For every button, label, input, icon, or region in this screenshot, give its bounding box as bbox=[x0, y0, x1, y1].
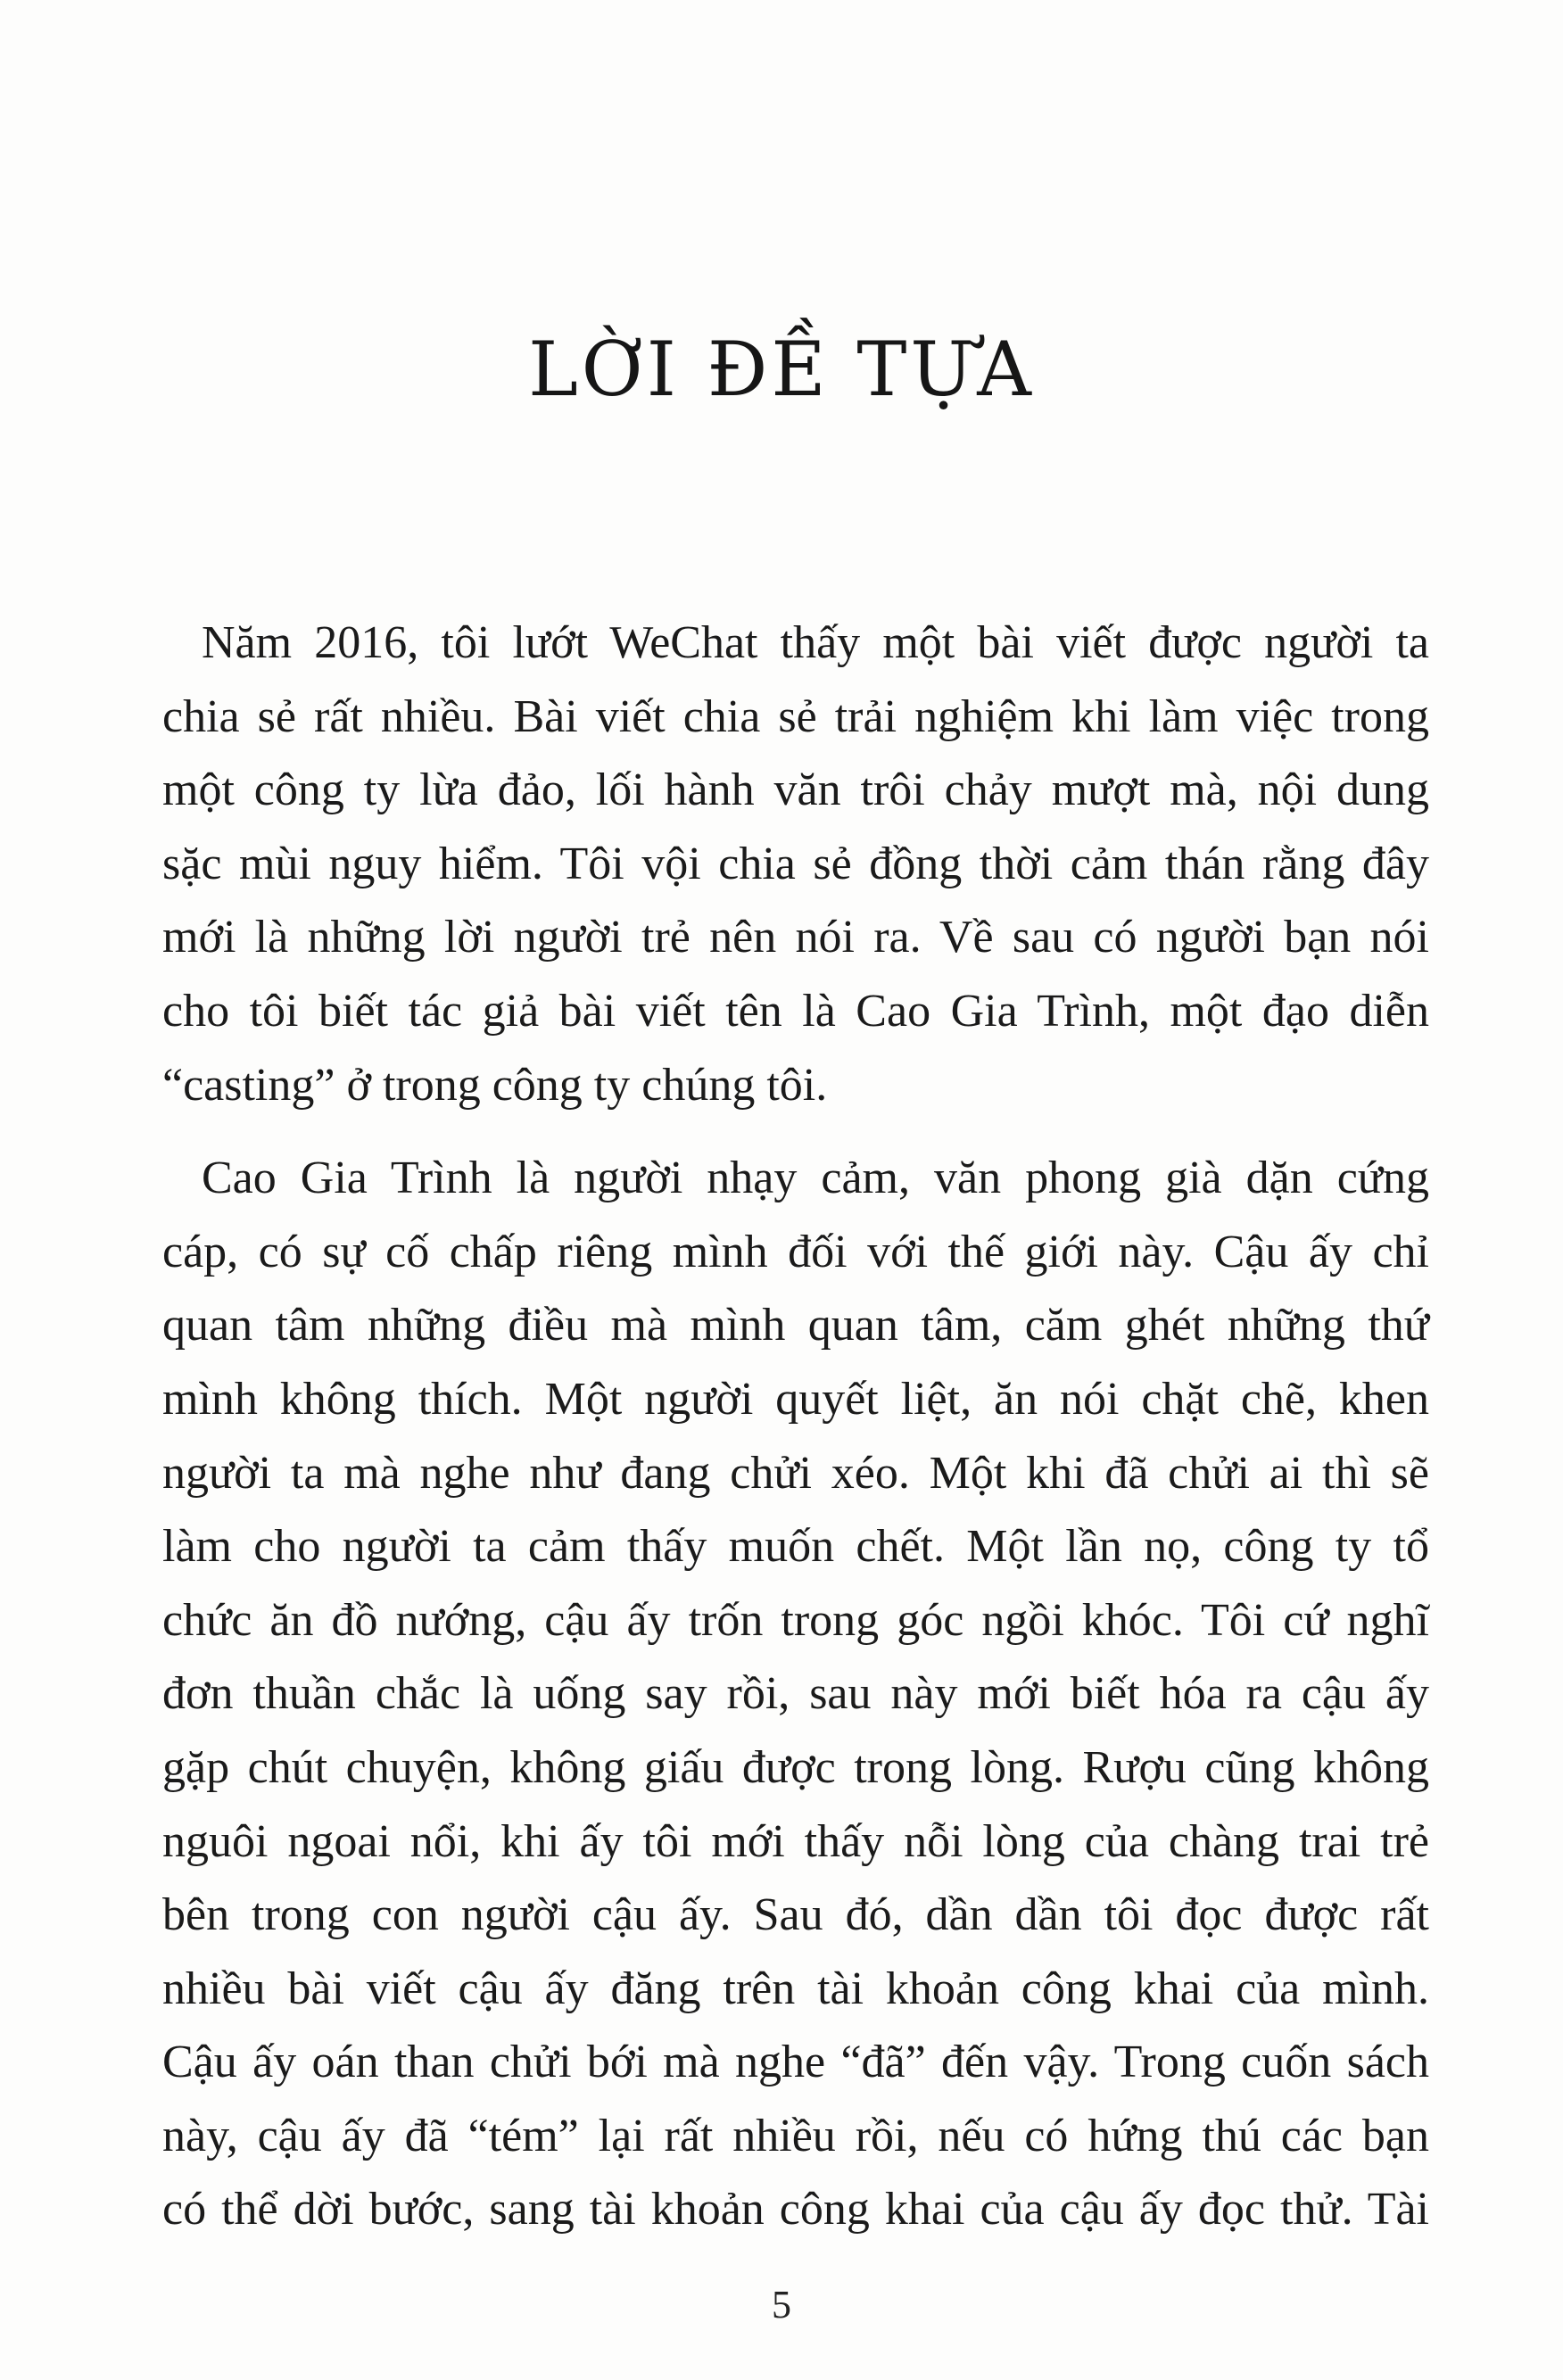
body-text bbox=[162, 607, 1429, 2247]
text-line: Cao Gia Trình là người nhạy cảm, văn phong già dặn cứng bbox=[202, 1153, 1429, 1204]
text-line: này, cậu ấy đã “tém” lại rất nhiều rồi, nếu có hứng thú các bạn bbox=[162, 2110, 1429, 2161]
page-number: 5 bbox=[772, 2283, 791, 2326]
paragraph-1 bbox=[162, 607, 1429, 1122]
text-line: nhiều bài viết cậu ấy đăng trên tài khoản công khai của mình. bbox=[162, 1963, 1429, 2014]
text-line: mới là những lời người trẻ nên nói ra. Về sau có người bạn nói bbox=[162, 912, 1429, 963]
text-line: một công ty lừa đảo, lối hành văn trôi chảy mượt mà, nội dung bbox=[162, 764, 1429, 816]
text-line: quan tâm những điều mà mình quan tâm, căm ghét những thứ bbox=[162, 1300, 1429, 1351]
text-line: mình không thích. Một người quyết liệt, ăn nói chặt chẽ, khen bbox=[162, 1373, 1429, 1425]
text-line: cáp, có sự cố chấp riêng mình đối với thế giới này. Cậu ấy chỉ bbox=[162, 1226, 1429, 1277]
text-line: chức ăn đồ nướng, cậu ấy trốn trong góc ngồi khóc. Tôi cứ nghĩ bbox=[162, 1594, 1429, 1646]
text-line: chia sẻ rất nhiều. Bài viết chia sẻ trải nghiệm khi làm việc trong bbox=[162, 690, 1429, 742]
text-line: cho tôi biết tác giả bài viết tên là Cao Gia Trình, một đạo diễn bbox=[162, 985, 1429, 1037]
text-line: sặc mùi nguy hiểm. Tôi vội chia sẻ đồng thời cảm thán rằng đây bbox=[162, 838, 1429, 889]
text-line: làm cho người ta cảm thấy muốn chết. Một lần nọ, công ty tổ bbox=[162, 1521, 1429, 1573]
text-line: có thể dời bước, sang tài khoản công khai của cậu ấy đọc thử. Tài bbox=[162, 2184, 1429, 2235]
text-line: Cậu ấy oán than chửi bới mà nghe “đã” đến vậy. Trong cuốn sách bbox=[162, 2037, 1429, 2088]
text-line: người ta mà nghe như đang chửi xéo. Một khi đã chửi ai thì sẽ bbox=[162, 1447, 1429, 1499]
text-line: gặp chút chuyện, không giấu được trong lòng. Rượu cũng không bbox=[162, 1741, 1429, 1793]
text-line: đơn thuần chắc là uống say rồi, sau này mới biết hóa ra cậu ấy bbox=[162, 1668, 1429, 1720]
text-line: bên trong con người cậu ấy. Sau đó, dần dần tôi đọc được rất bbox=[162, 1889, 1429, 1941]
page-title: LỜI ĐỀ TỰA bbox=[528, 326, 1035, 413]
text-line: Năm 2016, tôi lướt WeChat thấy một bài viết được người ta bbox=[202, 617, 1429, 668]
text-line: nguôi ngoai nổi, khi ấy tôi mới thấy nỗi lòng của chàng trai trẻ bbox=[162, 1815, 1429, 1867]
text-line: “casting” ở trong công ty chúng tôi. bbox=[162, 1059, 828, 1111]
paragraph-2 bbox=[162, 1142, 1429, 2247]
